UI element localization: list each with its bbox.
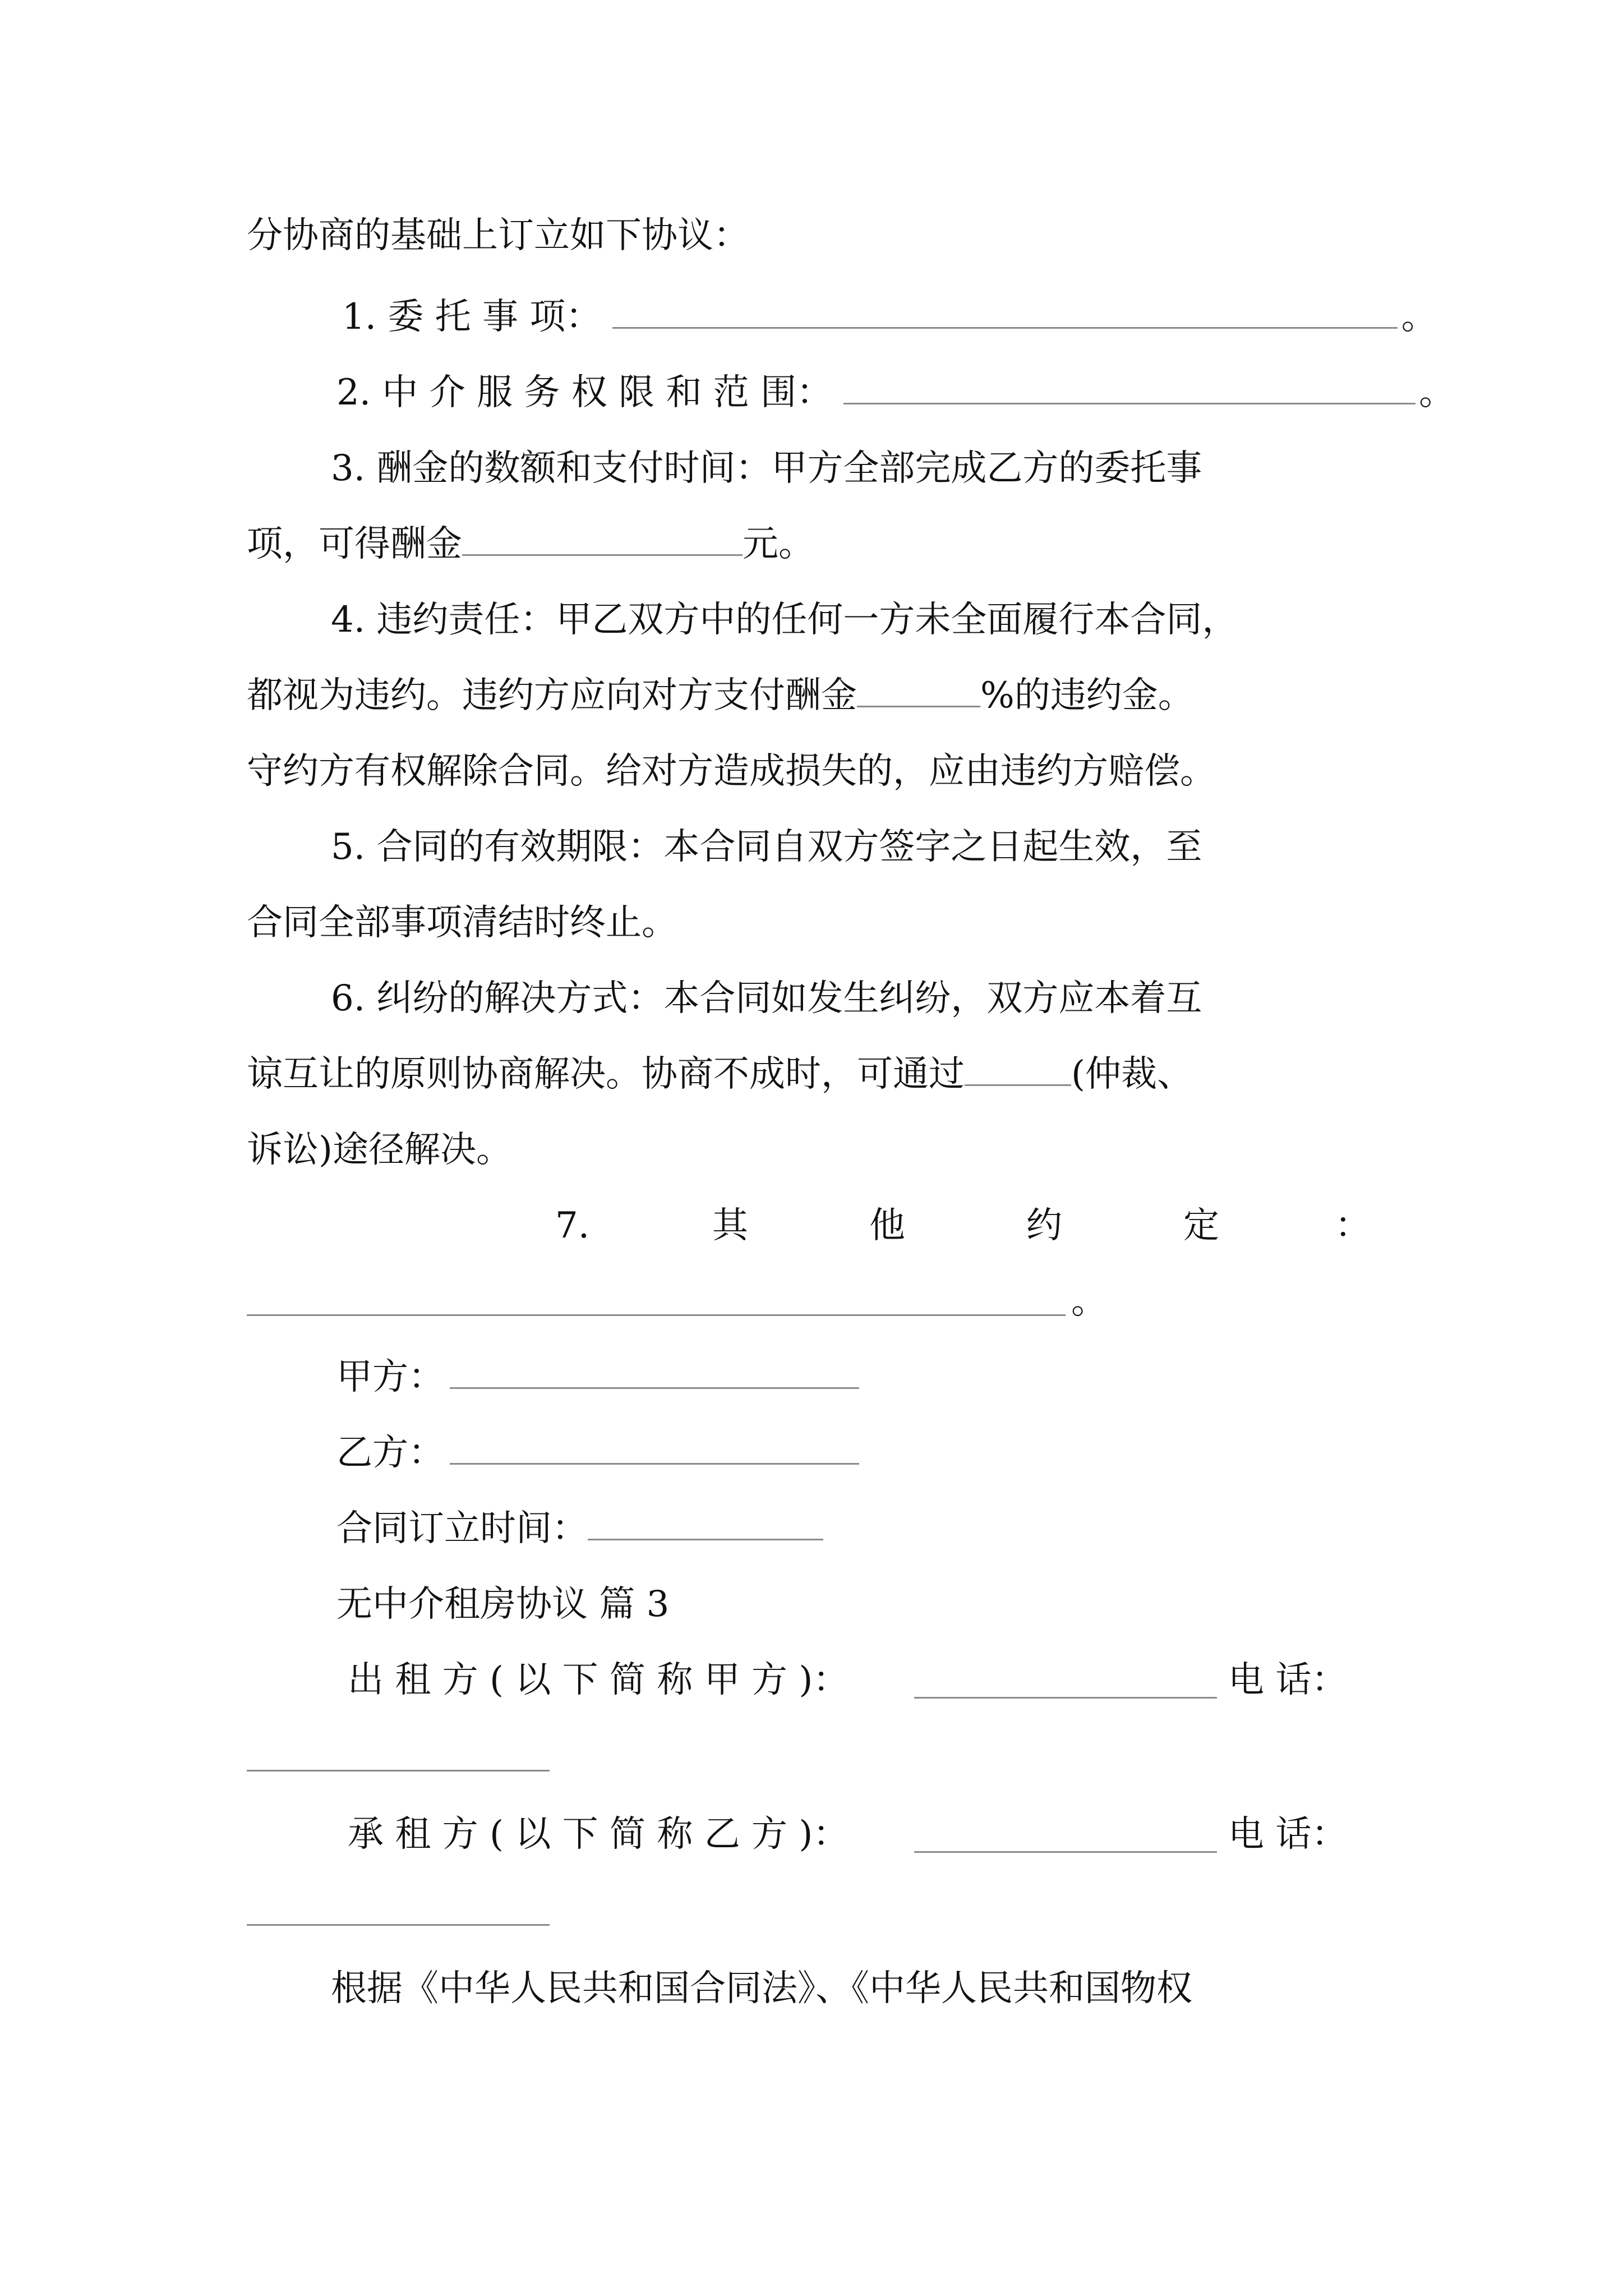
item-4-text-2b: %的违约金。	[980, 675, 1194, 716]
item-6-text-2a: 谅互让的原则协商解决。协商不成时，可通过	[247, 1053, 965, 1095]
contract-date-blank	[588, 1506, 823, 1540]
item-7-end	[1071, 1279, 1107, 1324]
item-6-line-2	[247, 1052, 1193, 1097]
item-6-line-1	[331, 976, 1202, 1021]
item-4-text-2a: 都视为违约。违约方应向对方支付酬金	[247, 675, 857, 716]
item-7-blank	[247, 1314, 1066, 1316]
item-2-blank	[843, 370, 1415, 404]
item-4-line-2	[247, 673, 1194, 718]
lessor-label: 出 租 方 ( 以 下 简 称 甲 方 )：	[348, 1659, 849, 1701]
item-6-text-1: 6. 纠纷的解决方式：本合同如发生纠纷，双方应本着互	[331, 978, 1202, 1019]
item-4-text-1: 4. 违约责任：甲乙双方中的任何一方未全面履行本合同，	[331, 599, 1238, 641]
item-7-char-4	[1183, 1203, 1219, 1248]
item-6-text-3: 诉讼)途径解决。	[247, 1129, 512, 1171]
item-3-amount-blank	[462, 522, 743, 556]
lessee-phone-blank	[247, 1924, 550, 1926]
item-7-end-text: 。	[1071, 1281, 1107, 1322]
lessor-phone	[1228, 1658, 1347, 1703]
item-5-line-1	[331, 825, 1202, 869]
item-3-line-2	[247, 522, 814, 567]
intro-line	[247, 213, 749, 258]
intro-text: 分协商的基础上订立如下协议：	[247, 215, 749, 256]
lessee-line	[348, 1812, 849, 1857]
basis-text: 根据《中华人民共和国合同法》、《中华人民共和国物权	[331, 1968, 1192, 2009]
lessor-name-blank	[914, 1697, 1217, 1699]
item-7-num-text: 7.	[555, 1205, 590, 1246]
item-2	[336, 370, 1455, 415]
item-4-line-3	[247, 749, 1216, 794]
item-3-text-1: 3. 酬金的数额和支付时间：甲方全部完成乙方的委托事	[331, 448, 1202, 489]
item-5-text-1: 5. 合同的有效期限：本合同自双方签字之日起生效，至	[331, 826, 1202, 868]
item-5-text-2: 合同全部事项清结时终止。	[247, 902, 677, 944]
item-7-c4: 定	[1183, 1205, 1219, 1246]
item-1	[342, 295, 1437, 339]
party-b-label: 乙方：	[336, 1432, 444, 1474]
section-title	[336, 1582, 669, 1627]
item-7-c3: 约	[1026, 1205, 1062, 1246]
item-4-text-3: 守约方有权解除合同。给对方造成损失的，应由违约方赔偿。	[247, 751, 1216, 792]
party-a-label: 甲方：	[336, 1356, 444, 1398]
item-7-char-3	[1026, 1203, 1062, 1248]
item-4-line-1	[331, 597, 1238, 642]
item-1-blank	[612, 295, 1398, 329]
lessee-label: 承 租 方 ( 以 下 简 称 乙 方 )：	[348, 1814, 849, 1855]
item-2-label: 2. 中 介 服 务 权 限 和 范 围：	[336, 372, 833, 413]
lessee-phone-label: 电 话：	[1228, 1814, 1348, 1855]
party-a-line	[336, 1355, 859, 1400]
item-7-char-2	[869, 1203, 905, 1248]
contract-date-line	[336, 1506, 823, 1551]
lessee-name-blank	[914, 1851, 1217, 1853]
item-7-c1: 其	[712, 1205, 748, 1246]
item-4-percent-blank	[857, 673, 980, 707]
party-b-line	[336, 1430, 859, 1475]
item-1-label: 1. 委 托 事 项：	[342, 296, 602, 338]
contract-date-label: 合同订立时间：	[336, 1508, 588, 1549]
item-3-text-2b: 元。	[743, 523, 814, 565]
item-1-end: 。	[1401, 296, 1437, 338]
section-title-text: 无中介租房协议 篇 3	[336, 1584, 670, 1625]
party-b-blank	[450, 1430, 859, 1465]
item-7-num	[555, 1203, 589, 1248]
item-6-text-2b: (仲裁、	[1071, 1053, 1193, 1095]
item-7-char-1	[712, 1203, 748, 1248]
item-6-method-blank	[965, 1052, 1071, 1086]
lessee-phone	[1228, 1812, 1347, 1857]
item-3-text-2a: 项，可得酬金	[247, 523, 462, 565]
item-7-colon	[1335, 1203, 1371, 1248]
lessor-phone-label: 电 话：	[1228, 1659, 1348, 1701]
basis-line	[331, 1966, 1192, 2011]
party-a-blank	[450, 1355, 859, 1389]
lessor-line	[348, 1658, 849, 1703]
item-2-end: 。	[1419, 372, 1455, 413]
item-6-line-3	[247, 1128, 512, 1172]
item-7-c2: 他	[869, 1205, 905, 1246]
lessor-phone-blank	[247, 1770, 550, 1772]
item-7-colon-text: ：	[1335, 1205, 1371, 1246]
item-5-line-2	[247, 900, 677, 945]
item-3-line-1	[331, 446, 1202, 491]
